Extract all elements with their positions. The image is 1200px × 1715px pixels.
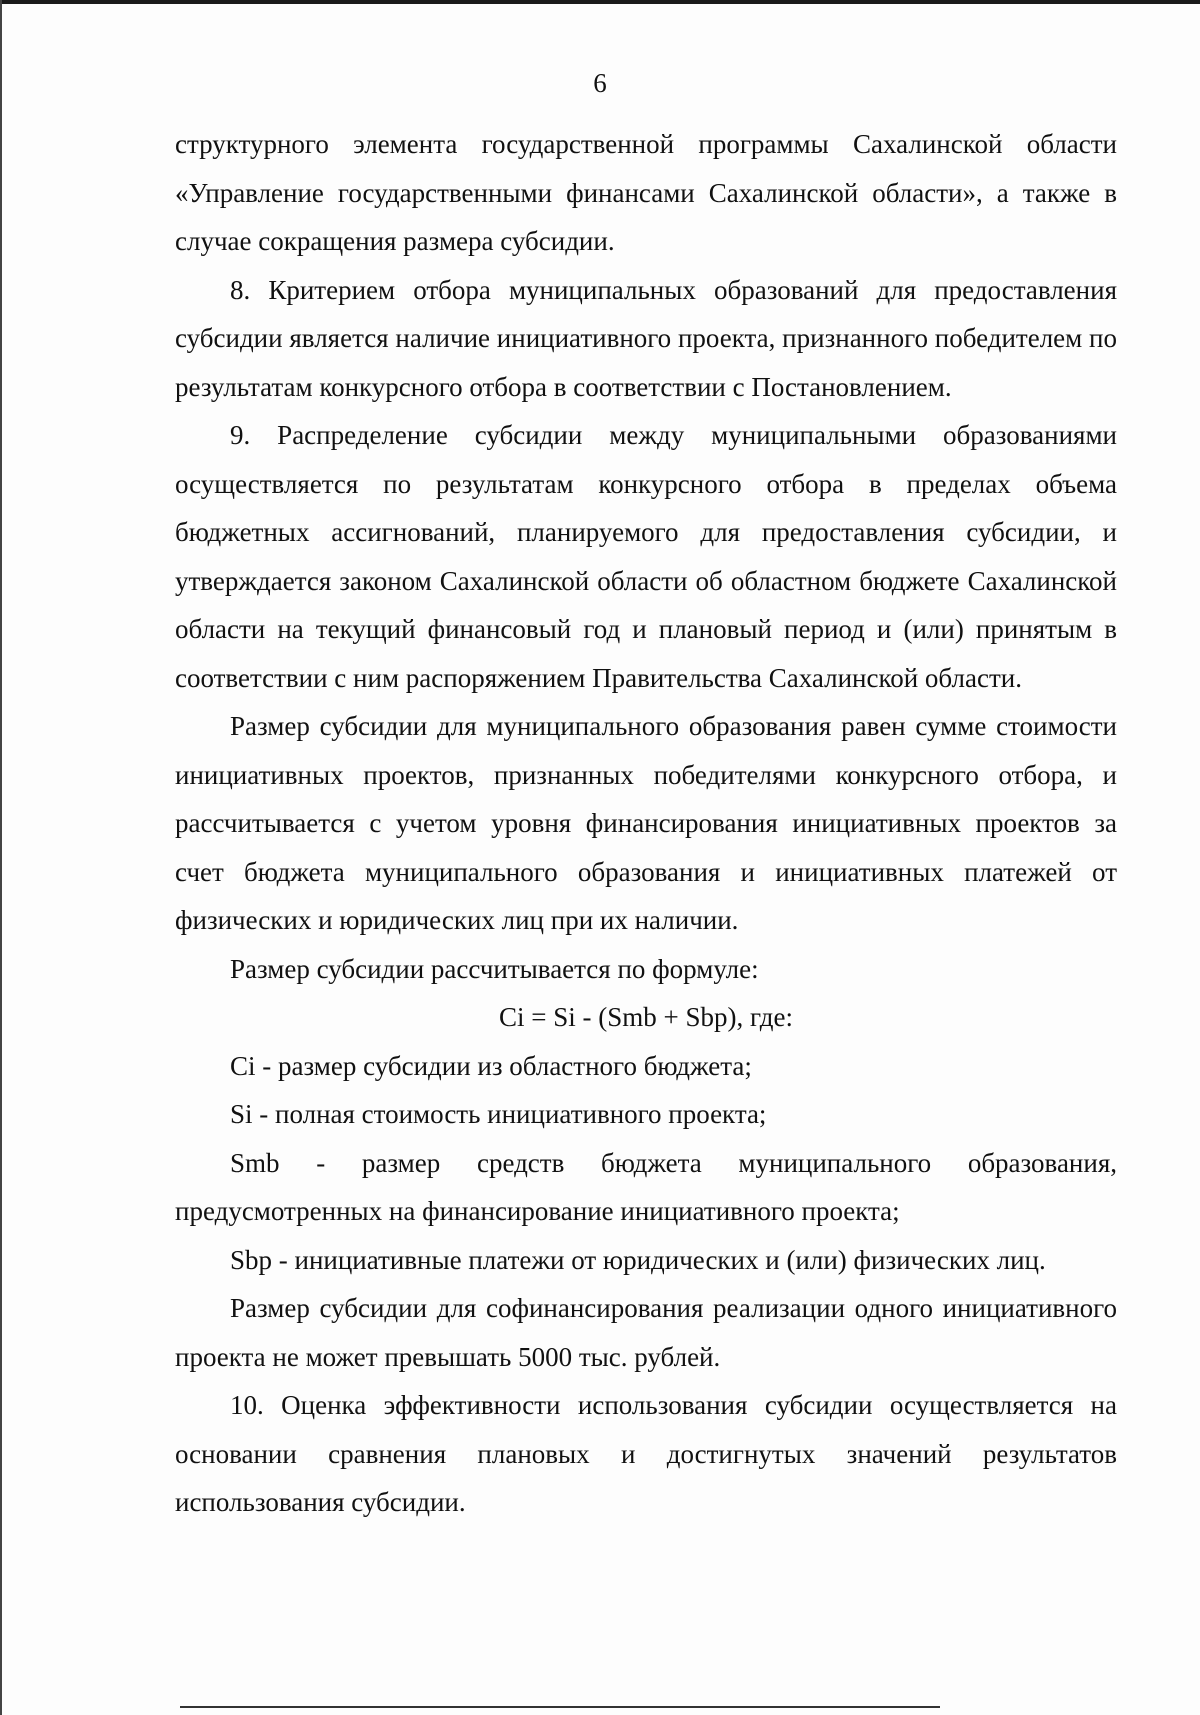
paragraph-10: 10. Оценка эффективности использования субсидии осуществляется на основании сравнения плановых и достигнутых значений результатов использования субсидии. [175,1390,1117,1517]
paragraph-9: 9. Распределение субсидии между муниципальными образованиями осуществляется по результатам конкурсного отбора в пределах объема бюджетных ассигнований, планируемого для предоставления субсидии, и утверждается законом Сахалинской области об областном бюджете Сахалинской области на текущий финансовый год и плановый период и (или) принятым в соответствии с ним распоряжением Правительства Сахалинской области. [175,420,1117,693]
document-body [175,120,1117,1527]
paragraph-continuation: структурного элемента государственной программы Сахалинской области «Управление государственными финансами Сахалинской области», а также в случае сокращения размера субсидии. [175,129,1117,256]
page-number: 6 [593,68,607,98]
definition-sbp: Sbp - инициативные платежи от юридических и (или) физических лиц. [230,1244,1046,1275]
definition-ci: Ci - размер субсидии из областного бюджета; [230,1050,752,1081]
scan-edge-top [0,0,1200,4]
paragraph-formula-intro: Размер субсидии рассчитывается по формуле: [230,953,759,984]
definition-smb: Smb - размер средств бюджета муниципального образования, предусмотренных на финансирование инициативного проекта; [175,1147,1117,1226]
paragraph-8: 8. Критерием отбора муниципальных образований для предоставления субсидии является наличие инициативного проекта, признанного победителем по результатам конкурсного отбора в соответствии с Постановлением. [175,274,1117,402]
scan-edge-left [0,0,2,1715]
paragraph-subsidy-size: Размер субсидии для муниципального образования равен сумме стоимости инициативных проектов, признанных победителями конкурсного отбора, и рассчитывается с учетом уровня финансирования инициативных проектов за счет бюджета муниципального образования и инициативных платежей от физических и юридических лиц при их наличии. [175,711,1117,935]
paragraph-subsidy-limit: Размер субсидии для софинансирования реализации одного инициативного проекта не может превышать 5000 тыс. рублей. [175,1293,1117,1372]
scan-edge-bottom [180,1706,940,1708]
formula: Ci = Si - (Smb + Sbp), где: [499,1002,793,1032]
definition-si: Si - полная стоимость инициативного проекта; [230,1099,767,1129]
